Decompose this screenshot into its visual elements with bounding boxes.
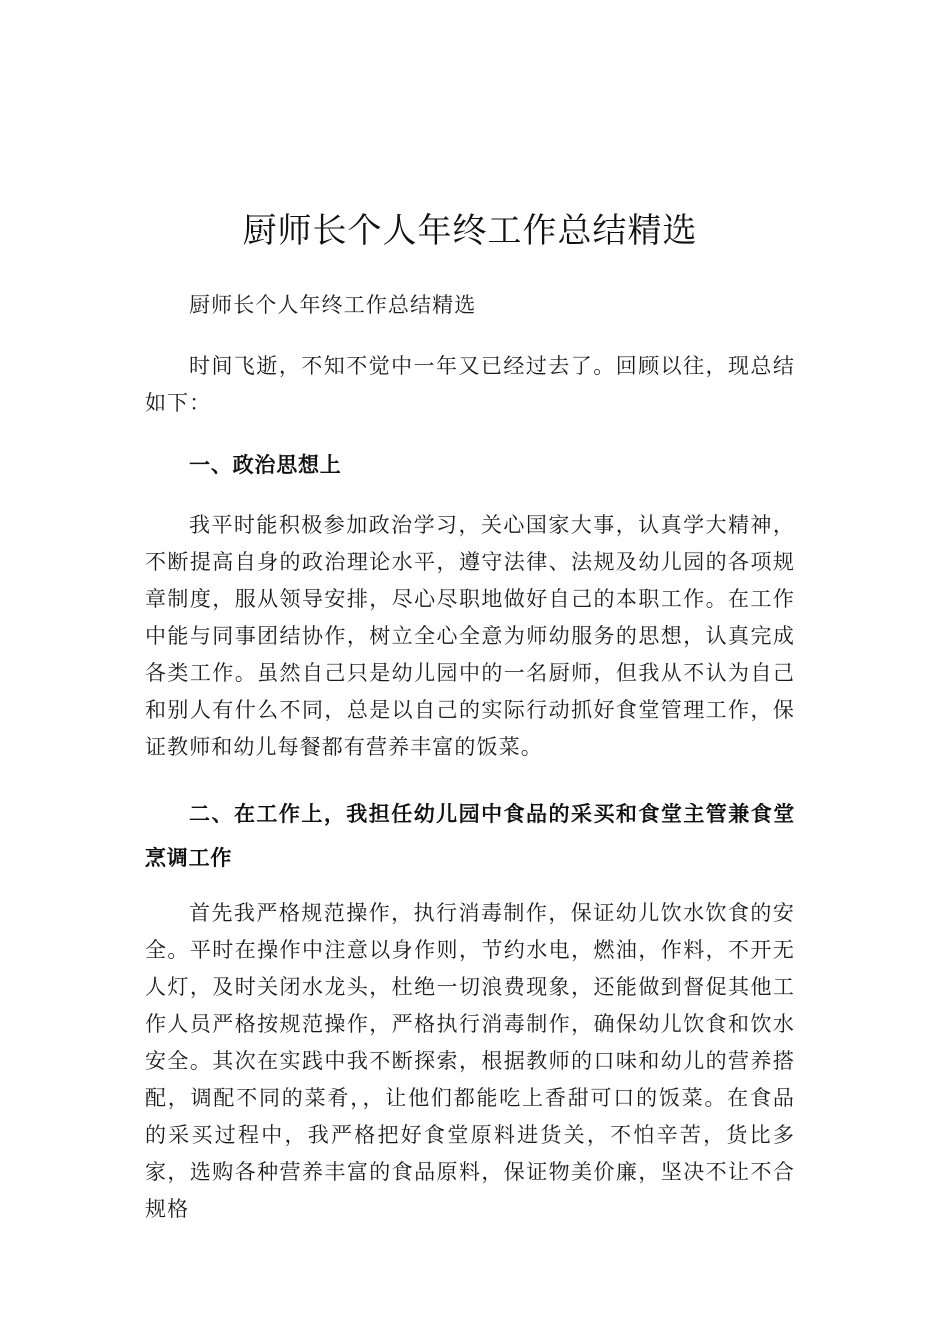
section-heading-politics: 一、政治思想上	[189, 453, 342, 477]
section-heading-work: 二、在工作上，我担任幼儿园中食品的采买和食堂主管兼食堂烹调工作	[145, 802, 795, 870]
document-title: 厨师长个人年终工作总结精选	[242, 211, 698, 251]
intro-paragraph: 时间飞逝，不知不觉中一年又已经过去了。回顾以往，现总结如下：	[145, 354, 795, 415]
section-body-politics: 我平时能积极参加政治学习，关心国家大事，认真学大精神，不断提高自身的政治理论水平，遵守法律、法规及幼儿园的各项规章制度，服从领导安排，尽心尽职地做好自己的本职工作。在工作中能与同事团结协作，树立全心全意为师幼服务的思想，认真完成各类工作。虽然自己只是幼儿园中的一名厨师，但我从不认为自己和别人有什么不同，总是以自己的实际行动抓好食堂管理工作，保证教师和幼儿每餐都有营养丰富的饭菜。	[145, 513, 795, 759]
document-subtitle: 厨师长个人年终工作总结精选	[189, 293, 477, 317]
section-body-work: 首先我严格规范操作，执行消毒制作，保证幼儿饮水饮食的安全。平时在操作中注意以身作则，节约水电，燃油，作料，不开无人灯，及时关闭水龙头，杜绝一切浪费现象，还能做到督促其他工作人员严格按规范操作，严格执行消毒制作，确保幼儿饮食和饮水安全。其次在实践中我不断探索，根据教师的口味和幼儿的营养搭配，调配不同的菜肴，，让他们都能吃上香甜可口的饭菜。在食品的采买过程中，我严格把好食堂原料进货关，不怕辛苦，货比多家，选购各种营养丰富的食品原料，保证物美价廉，坚决不让不合规格	[145, 901, 795, 1221]
